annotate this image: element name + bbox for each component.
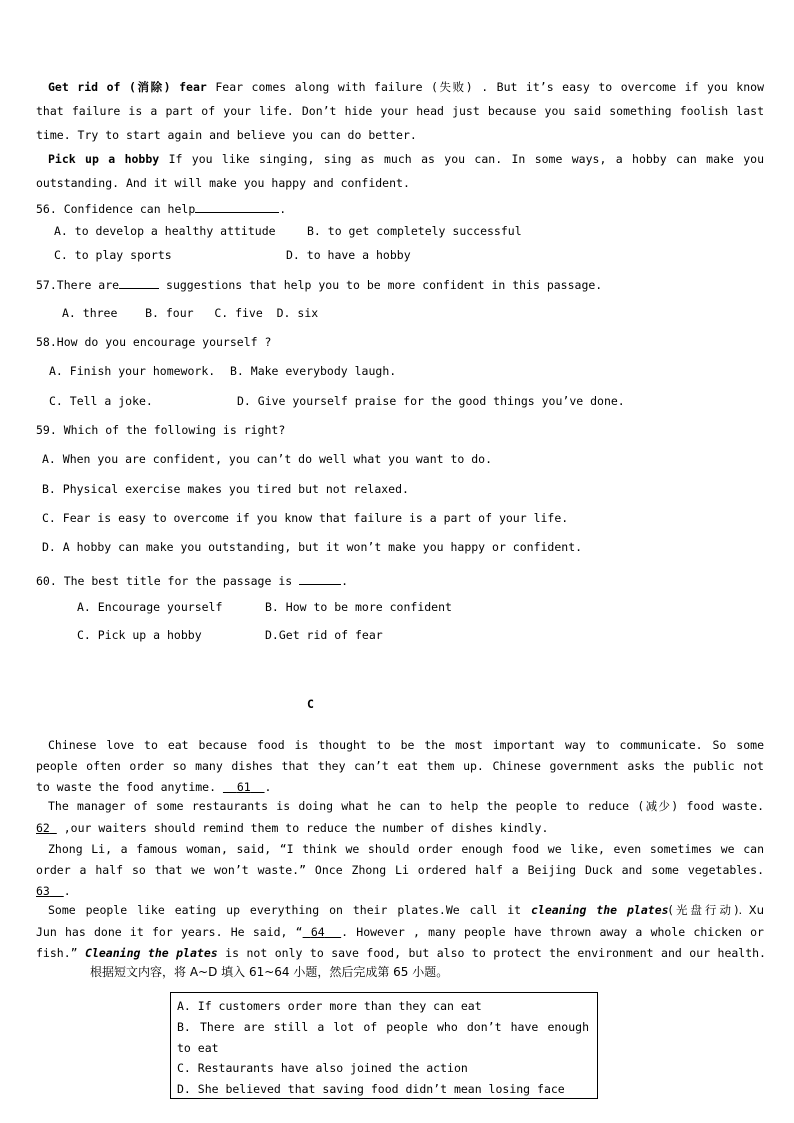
option-60-a: A. Encourage yourself [77, 600, 223, 614]
text-line: . However , many people have thrown away a whole chicken or [341, 925, 764, 939]
blank-number: 63 [36, 884, 50, 898]
paragraph-line: Zhong Li, a famous woman, said, “I think we should order enough food we like, even sometimes we can [48, 842, 764, 856]
options-57: A. three B. four C. five D. six [62, 306, 319, 320]
text-line: to waste the food anytime. [36, 780, 217, 794]
text-line: Fear comes along with failure (失败) . But it’s easy to overcome if you know [215, 80, 764, 94]
option-60-c: C. Pick up a hobby [77, 628, 202, 642]
stem-text: suggestions that help you to be more confident in this passage. [166, 278, 603, 292]
option-60-d: D.Get rid of fear [265, 628, 383, 642]
text-line: ,our waiters should remind them to reduce the number of dishes kindly. [63, 821, 549, 835]
option-58-a: A. Finish your homework. [49, 364, 216, 378]
stem-text: 56. Confidence can help [36, 202, 196, 216]
emphasis-cleaning-the-plates: Cleaning the plates [85, 946, 218, 960]
option-56-c: C. to play sports [54, 248, 172, 262]
paragraph-line: to waste the food anytime. 61 . [36, 780, 272, 794]
text-line: is not only to save food, but also to protect the environment and our health. [225, 946, 766, 960]
paragraph-line: people often order so many dishes that they can’t eat them up. Chinese government asks the public not [36, 759, 764, 773]
stem-text: 57.There are [36, 278, 120, 292]
paragraph-line: Chinese love to eat because food is thought to be the most important way to communicate. So some [48, 738, 764, 752]
blank-62[interactable] [36, 821, 57, 835]
question-58-stem: 58.How do you encourage yourself ? [36, 335, 272, 349]
question-60-stem: 60. The best title for the passage is . [36, 574, 349, 588]
box-option-c: C. Restaurants have also joined the action [177, 1061, 468, 1075]
option-58-c: C. Tell a joke. [49, 394, 153, 408]
paragraph-line: 63 . [36, 884, 71, 898]
blank-number: 61 [236, 780, 251, 794]
heading-pick-up-a-hobby: Pick up a hobby [48, 152, 160, 166]
heading-get-rid-of-fear: Get rid of (消除) fear [48, 80, 207, 94]
option-56-d: D. to have a hobby [286, 248, 411, 262]
emphasis-cleaning-the-plates: cleaning the plates [531, 903, 669, 917]
box-option-b-cont: to eat [177, 1041, 219, 1055]
option-59-d: D. A hobby can make you outstanding, but it won’t make you happy or confident. [42, 540, 583, 554]
blank-number: 64 [310, 925, 325, 939]
blank-64[interactable] [303, 925, 342, 939]
answer-blank[interactable] [299, 572, 341, 585]
option-59-b: B. Physical exercise makes you tired but not relaxed. [42, 482, 409, 496]
option-58-b: B. Make everybody laugh. [230, 364, 397, 378]
option-59-a: A. When you are confident, you can’t do well what you want to do. [42, 452, 493, 466]
option-56-b: B. to get completely successful [307, 224, 522, 238]
blank-61[interactable] [223, 780, 265, 794]
paragraph-line [48, 903, 764, 917]
section-c-heading: C [307, 697, 314, 711]
text-line: Some people like eating up everything on their plates.We call it [48, 903, 522, 917]
paragraph-line [36, 946, 766, 960]
paragraph-line: that failure is a part of your life. Don’t hide your head just because you said something foolish last [36, 104, 764, 118]
paragraph-line [36, 925, 764, 939]
paragraph-line: time. Try to start again and believe you can do better. [36, 128, 417, 142]
option-59-c: C. Fear is easy to overcome if you know that failure is a part of your life. [42, 511, 569, 525]
option-58-d: D. Give yourself praise for the good things you’ve done. [237, 394, 625, 408]
paragraph-line: outstanding. And it will make you happy and confident. [36, 176, 410, 190]
box-option-a: A. If customers order more than they can eat [177, 999, 482, 1013]
instruction-text: 根据短文内容，将 A~D 填入 61~64 小题，然后完成第 65 小题。 [90, 965, 449, 979]
paragraph-get-rid-of-fear-line1 [36, 80, 764, 94]
paragraph-line [36, 821, 548, 835]
options-box [170, 992, 598, 1099]
paragraph-line: The manager of some restaurants is doing what he can to help the people to reduce (减少) food waste. [48, 799, 764, 813]
text-line: If you like singing, sing as much as you can. In some ways, a hobby can make you [168, 152, 764, 166]
question-56-stem: 56. Confidence can help . [36, 202, 287, 216]
box-option-b: B. There are still a lot of people who don’t have enough [177, 1020, 589, 1034]
box-option-d: D. She believed that saving food didn’t mean losing face [177, 1082, 565, 1096]
option-56-a: A. to develop a healthy attitude [54, 224, 276, 238]
paragraph-line: order a half so that we won’t waste.” Once Zhong Li ordered half a Beijing Duck and some vegetables. [36, 863, 764, 877]
blank-number: 62 [36, 821, 50, 835]
question-59-stem: 59. Which of the following is right? [36, 423, 286, 437]
paragraph-hobby-line1 [36, 152, 764, 166]
text-line: (光盘行动). Xu [668, 903, 764, 917]
text-line: Jun has done it for years. He said, “ [36, 925, 303, 939]
answer-blank[interactable] [195, 200, 279, 213]
text-line: fish.” [36, 946, 78, 960]
answer-blank[interactable] [119, 276, 159, 289]
blank-63[interactable] [36, 884, 64, 898]
question-57-stem [36, 276, 602, 292]
stem-text: 60. The best title for the passage is [36, 574, 293, 588]
option-60-b: B. How to be more confident [265, 600, 452, 614]
